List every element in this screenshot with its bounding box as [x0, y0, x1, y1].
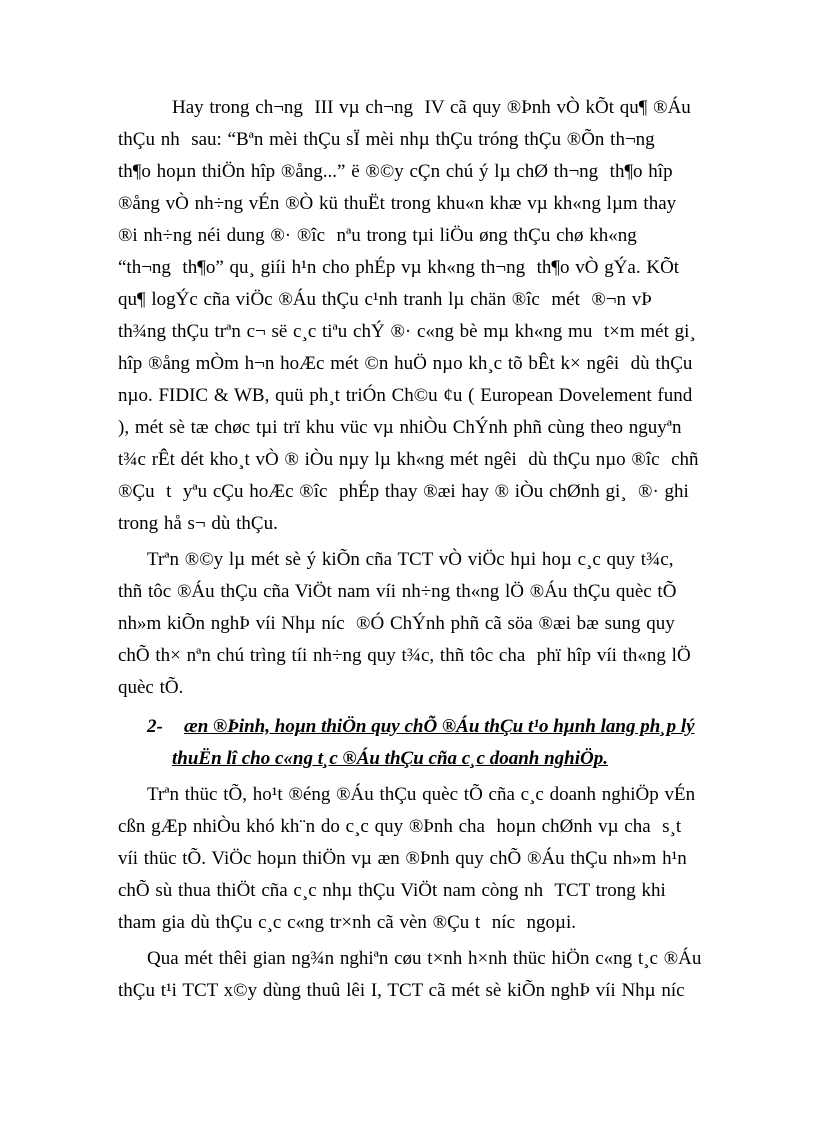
- para1-line-3: th¶o hoµn thiÖn hîp ®ång...” ë ®©y cÇn chú ý lµ chØ th¬ng th¶o hîp: [118, 161, 673, 182]
- para1-line-6: “th¬ng th¶o” qu¸ giíi h¹n cho phÉp vµ kh«ng th¬ng th¶o vÒ gÝa. KÕt: [118, 257, 680, 278]
- para1-line-11: ), mét sè tæ chøc tµi trï khu vüc vµ nhiÒu ChÝnh phñ cùng theo nguyªn: [118, 417, 682, 438]
- para1-line-7: qu¶ logÝc cña viÖc ®Áu thÇu c¹nh tranh lµ chän ®îc mét ®¬n vÞ: [118, 289, 652, 310]
- para1-line-4: ®ång vÒ nh÷ng vÉn ®Ò kü thuËt trong khu«n khæ vµ kh«ng lµm thay: [118, 193, 677, 214]
- para1-line-13: ®Çu t yªu cÇu hoÆc ®îc phÉp thay ®æi hay ® iÒu chØnh gi¸ ®· ghi: [118, 481, 689, 502]
- para1-line-10: nµo. FIDIC & WB, quü ph¸t triÓn Ch©u ¢u ( European Dovelement fund: [118, 385, 693, 406]
- para3-line-5: tham gia dù thÇu c¸c c«ng tr×nh cã vèn ®Çu t níc ngoµi.: [118, 912, 576, 933]
- section-heading-line-2: thuËn lî cho c«ng t¸c ®Áu thÇu cña c¸c doanh nghiÖp.: [172, 748, 608, 769]
- para2-line-4: chÕ th× nªn chú trìng tíi nh÷ng quy t¾c, thñ tôc cha phï hîp víi th«ng lÖ: [118, 645, 691, 666]
- para1-line-1: Hay trong ch¬ng III vµ ch¬ng IV cã quy ®Þnh vÒ kÕt qu¶ ®Áu: [172, 97, 691, 118]
- para3-line-2: cßn gÆp nhiÒu khó kh¨n do c¸c quy ®Þnh cha hoµn chØnh vµ cha s¸t: [118, 816, 682, 837]
- para4-line-1: Qua mét thêi gian ng¾n nghiªn cøu t×nh h×nh thüc hiÖn c«ng t¸c ®Áu: [147, 948, 702, 969]
- para1-line-5: ®i nh÷ng néi dung ®· ®îc nªu trong tµi liÖu øng thÇu chø kh«ng: [118, 225, 637, 246]
- para4-line-2: thÇu t¹i TCT x©y dùng thuû lêi I, TCT cã mét sè kiÕn nghÞ víi Nhµ níc: [118, 980, 685, 1001]
- para2-line-1: Trªn ®©y lµ mét sè ý kiÕn cña TCT vÒ viÖc hµi hoµ c¸c quy t¾c,: [147, 549, 674, 570]
- para3-line-1: Trªn thüc tÕ, ho¹t ®éng ®Áu thÇu quèc tÕ cña c¸c doanh nghiÖp vÉn: [147, 784, 696, 805]
- section-heading-line-1: æn ®Þinh, hoµn thiÖn quy chÕ ®Áu thÇu t¹o hµnh lang ph¸p lý: [184, 716, 695, 737]
- para2-line-2: thñ tôc ®Áu thÇu cña ViÖt nam víi nh÷ng th«ng lÖ ®Áu thÇu quèc tÕ: [118, 581, 677, 602]
- para2-line-3: nh»m kiÕn nghÞ víi Nhµ níc ®Ó ChÝnh phñ cã söa ®æi bæ sung quy: [118, 613, 675, 634]
- para1-line-14: trong hå s¬ dù thÇu.: [118, 513, 278, 534]
- para3-line-4: chÕ sù thua thiÖt cña c¸c nhµ thÇu ViÖt nam còng nh TCT trong khi: [118, 880, 666, 901]
- para1-line-12: t¾c rÊt dét kho¸t vÒ ® iÒu nµy lµ kh«ng mét ngêi dù thÇu nµo ®îc chñ: [118, 449, 699, 470]
- para1-line-2: thÇu nh sau: “Bªn mèi thÇu sÏ mèi nhµ thÇu tróng thÇu ®Õn th¬ng: [118, 129, 655, 150]
- para1-line-8: th¾ng thÇu trªn c¬ së c¸c tiªu chÝ ®· c«ng bè mµ kh«ng mu t×m mét gi¸: [118, 321, 696, 342]
- para2-line-5: quèc tÕ.: [118, 677, 184, 698]
- para3-line-3: víi thüc tÕ. ViÖc hoµn thiÖn vµ æn ®Þnh quy chÕ ®Áu thÇu nh»m h¹n: [118, 848, 687, 869]
- section-number: 2-: [147, 716, 163, 737]
- para1-line-9: hîp ®ång mÒm h¬n hoÆc mét ©n huÖ nµo kh¸c tõ bÊt k× ngêi dù thÇu: [118, 353, 693, 374]
